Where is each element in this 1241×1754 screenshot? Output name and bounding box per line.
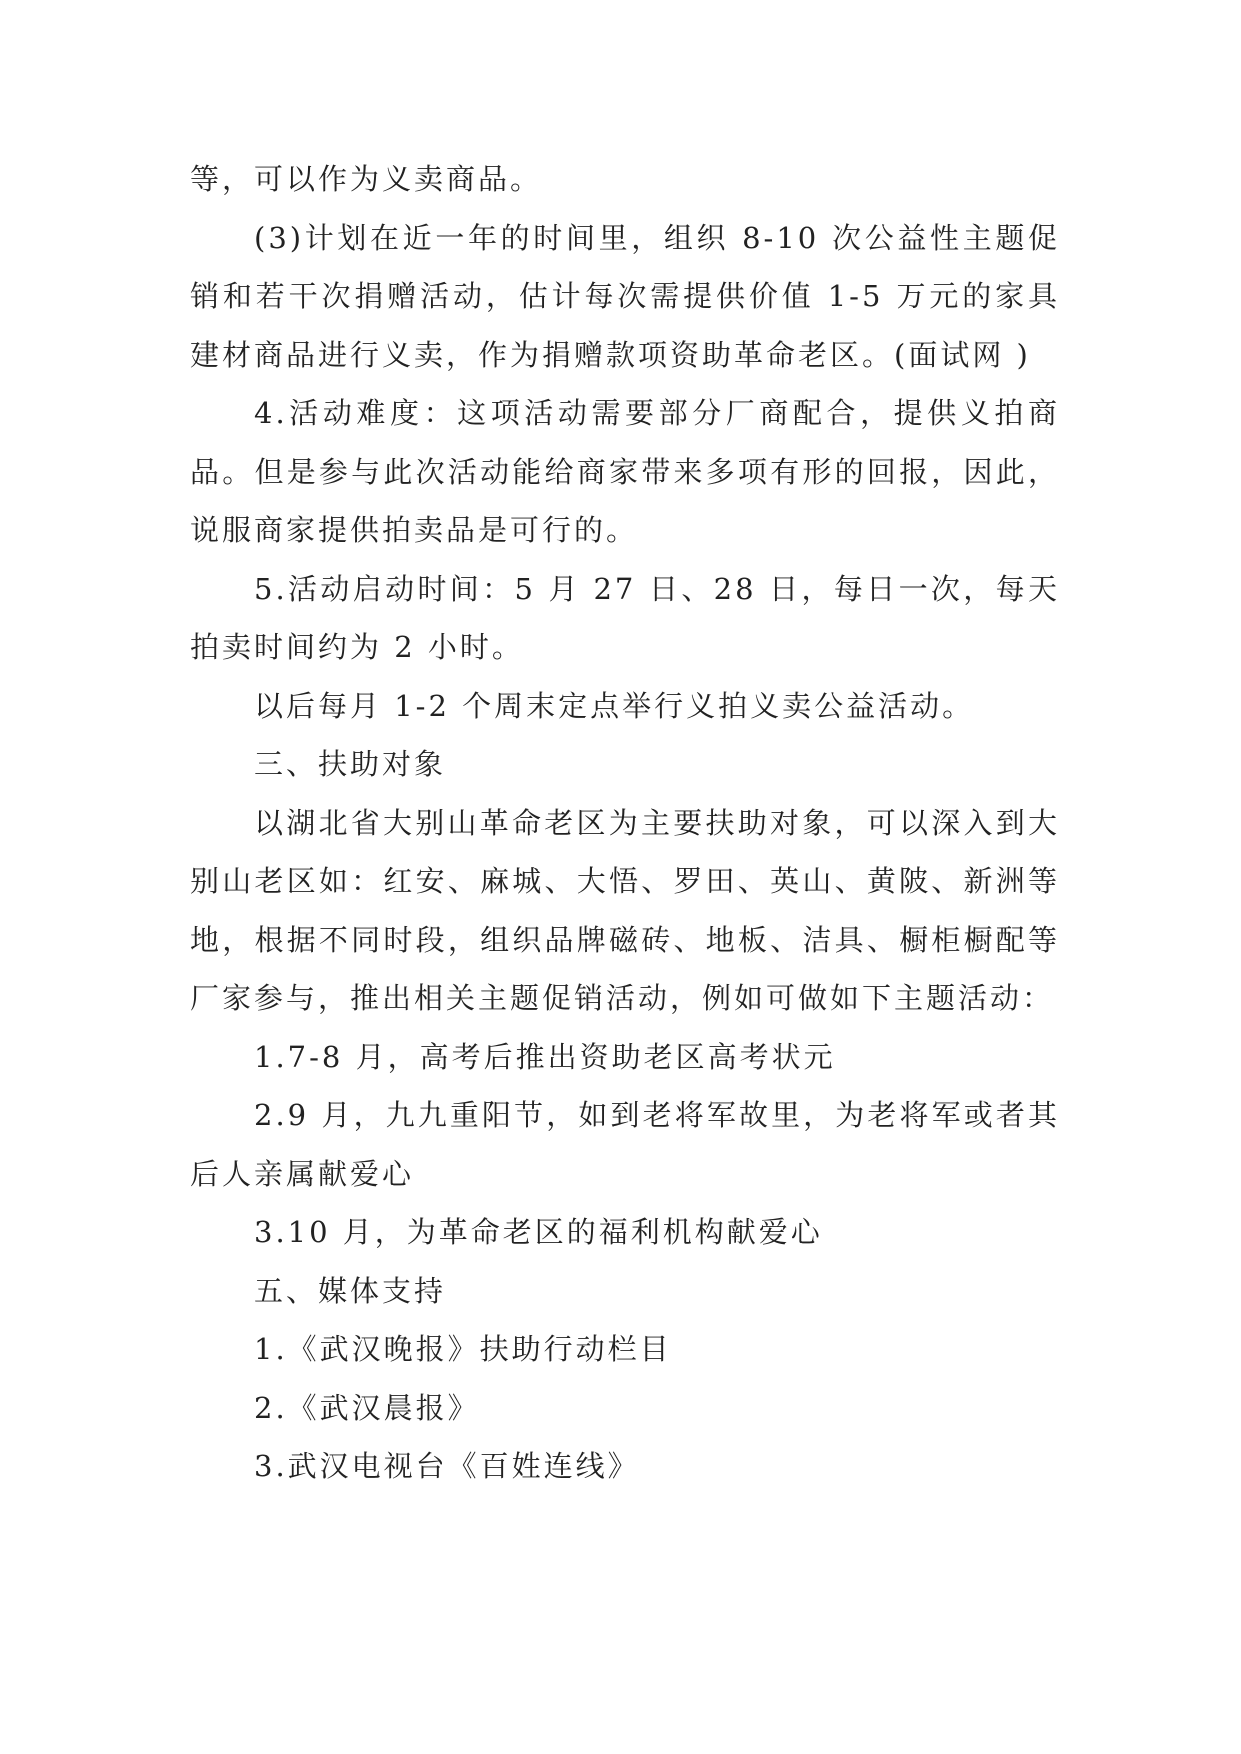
document-body: [190, 150, 1060, 1496]
list-item-2: 2.9 月，九九重阳节，如到老将军故里，为老将军或者其后人亲属献爱心: [190, 1098, 1060, 1191]
media-item-2: 2.《武汉晨报》: [254, 1390, 480, 1425]
paragraph-1: 等，可以作为义卖商品。: [190, 162, 543, 196]
paragraph-2: (3)计划在近一年的时间里，组织 8-10 次公益性主题促销和若干次捐赠活动，估计每次需提供价值 1-5 万元的家具建材商品进行义卖，作为捐赠款项资助革命老区。(面试网 ): [190, 220, 1060, 372]
list-item-1: 1.7-8 月，高考后推出资助老区高考状元: [254, 1039, 836, 1074]
list-item-3: 3.10 月，为革命老区的福利机构献爱心: [254, 1215, 823, 1249]
section-heading-beneficiaries: 三、扶助对象: [254, 747, 447, 781]
paragraph-4: 5.活动启动时间：5 月 27 日、28 日，每日一次，每天拍卖时间约为 2 小时。: [190, 571, 1060, 664]
paragraph-7: 以湖北省大别山革命老区为主要扶助对象，可以深入到大别山老区如：红安、麻城、大悟、罗田、英山、黄陂、新洲等地，根据不同时段，组织品牌磁砖、地板、洁具、橱柜橱配等厂家参与，推出相关主题促销活动，例如可做如下主题活动：: [190, 805, 1060, 1015]
media-item-3: 3.武汉电视台《百姓连线》: [254, 1449, 640, 1483]
paragraph-3: 4.活动难度：这项活动需要部分厂商配合，提供义拍商品。但是参与此次活动能给商家带来多项有形的回报，因此，说服商家提供拍卖品是可行的。: [190, 396, 1060, 547]
section-heading-media: 五、媒体支持: [254, 1273, 447, 1308]
media-item-1: 1.《武汉晚报》扶助行动栏目: [254, 1332, 672, 1366]
paragraph-5: 以后每月 1-2 个周末定点举行义拍义卖公益活动。: [254, 688, 975, 723]
